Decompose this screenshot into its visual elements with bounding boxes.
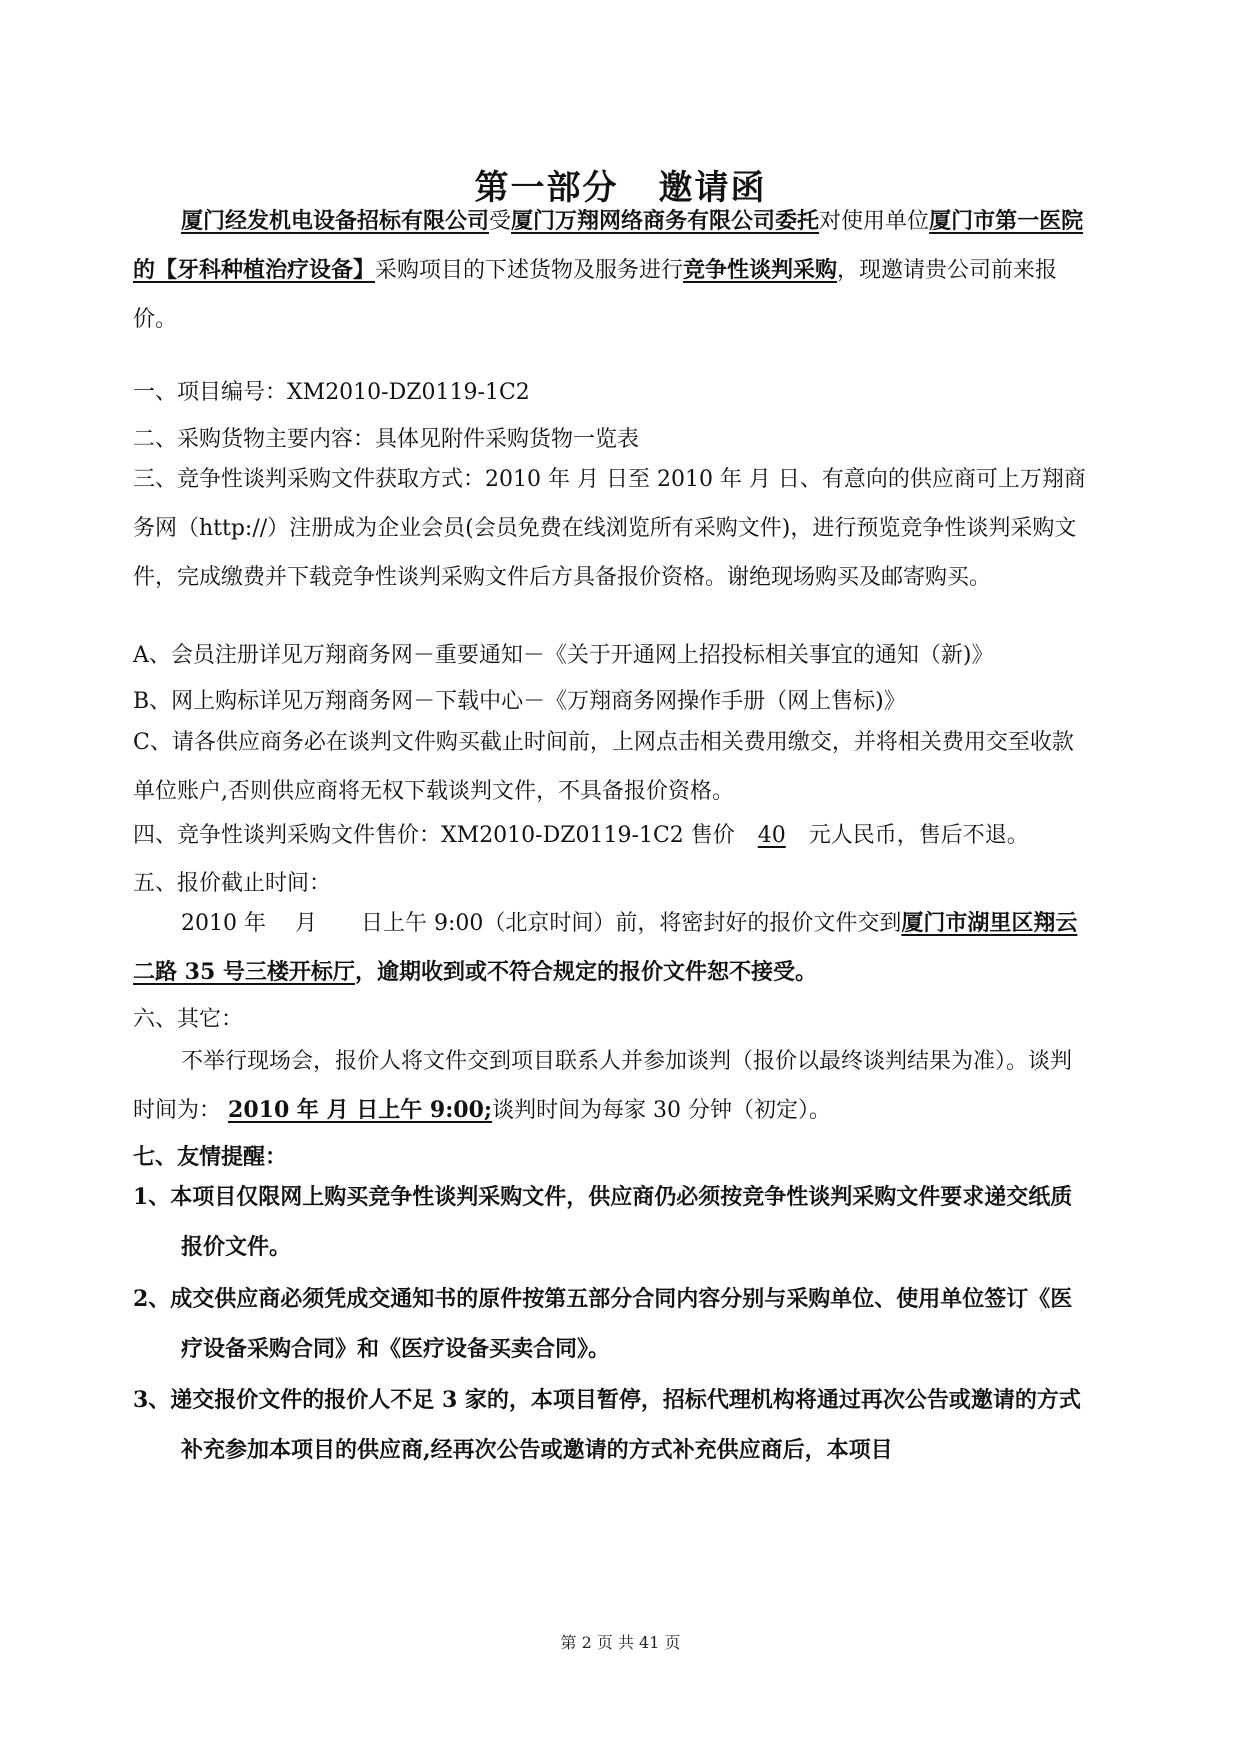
- other-body: [133, 1037, 1093, 1135]
- item-b: B、网上购标详见万翔商务网－下载中心－《万翔商务网操作手册（网上售标)》: [133, 689, 906, 714]
- item-project-number: 一、项目编号：XM2010-DZ0119-1C2: [133, 380, 530, 405]
- item-reminder: 七、友情提醒：: [133, 1144, 288, 1170]
- item-deadline: 五、报价截止时间：: [133, 871, 332, 896]
- deadline-text: ，逾期收到或不符合规定的报价文件恕不接受。: [354, 959, 817, 985]
- tip-1: 1、本项目仅限网上购买竞争性谈判采购文件，供应商仍必须按竞争性谈判采购文件要求递交纸质报价文件。: [133, 1184, 1073, 1260]
- procurement-method: 竞争性谈判采购: [683, 257, 838, 283]
- title-part: 第一部分: [474, 168, 619, 208]
- intro-text: 受: [489, 209, 512, 234]
- other-text: 不举行现场会，报价人将文件交到项目联系人并参加谈判（报价以最终谈判结果为准）。谈判时间为：: [133, 1049, 1073, 1123]
- intro-paragraph: [133, 197, 1093, 344]
- page-footer: 第 2 页 共 41 页: [560, 1633, 681, 1652]
- agent-name: 厦门经发机电设备招标有限公司: [181, 208, 490, 234]
- other-text: 谈判时间为每家 30 分钟（初定）。: [492, 1098, 832, 1123]
- deadline-body: [133, 899, 1093, 997]
- item-a: A、会员注册详见万翔商务网－重要通知－《关于开通网上招投标相关事宜的通知（新)》: [133, 643, 994, 668]
- intro-text: ，现邀请贵公司前来报价。: [133, 258, 1058, 332]
- intro-text: 采购项目的下述货物及服务进行: [375, 258, 684, 283]
- item-other: 六、其它：: [133, 1007, 244, 1032]
- negotiation-time: 2010 年 月 日上午 9:00;: [228, 1097, 493, 1123]
- price-text: 四、竞争性谈判采购文件售价：XM2010-DZ0119-1C2 售价: [133, 823, 735, 848]
- intro-text: 对使用单位: [819, 209, 930, 234]
- user-unit: 厦门市第一医院的【牙科种植治疗设备】: [133, 208, 1084, 283]
- item-c: C、请各供应商务必在谈判文件购买截止时间前，上网点击相关费用缴交，并将相关费用交至收款单位账户,否则供应商将无权下载谈判文件，不具备报价资格。: [133, 730, 1074, 804]
- item-main-content: 二、采购货物主要内容：具体见附件采购货物一览表: [133, 427, 640, 452]
- title-name: 邀请函: [658, 168, 767, 208]
- item-acquisition: 三、竞争性谈判采购文件获取方式：2010 年 月 日至 2010 年 月 日、有意向的供应商可上万翔商务网（http://）注册成为企业会员(会员免费在线浏览所有采购文件)，进行预览竞争性谈判采购文件，完成缴费并下载竞争性谈判采购文件后方具备报价资格。谢绝现场购买及邮寄购买。: [133, 467, 1086, 590]
- price-value: 40: [757, 823, 786, 848]
- tip-2: 2、成交供应商必须凭成交通知书的原件按第五部分合同内容分别与采购单位、使用单位签订《医疗设备采购合同》和《医疗设备买卖合同》。: [133, 1286, 1073, 1362]
- deadline-text: 2010 年 月 日上午 9:00（北京时间）前，将密封好的报价文件交到: [181, 911, 902, 936]
- tip-3: 3、递交报价文件的报价人不足 3 家的，本项目暂停，招标代理机构将通过再次公告或邀请的方式补充参加本项目的供应商,经再次公告或邀请的方式补充供应商后，本项目: [133, 1387, 1081, 1463]
- principal-name: 厦门万翔网络商务有限公司委托: [511, 208, 820, 234]
- item-price: [133, 818, 1093, 849]
- deadline-place: 厦门市湖里区翔云二路 35 号三楼开标厅: [133, 910, 1078, 985]
- price-text: 元人民币，售后不退。: [808, 823, 1029, 848]
